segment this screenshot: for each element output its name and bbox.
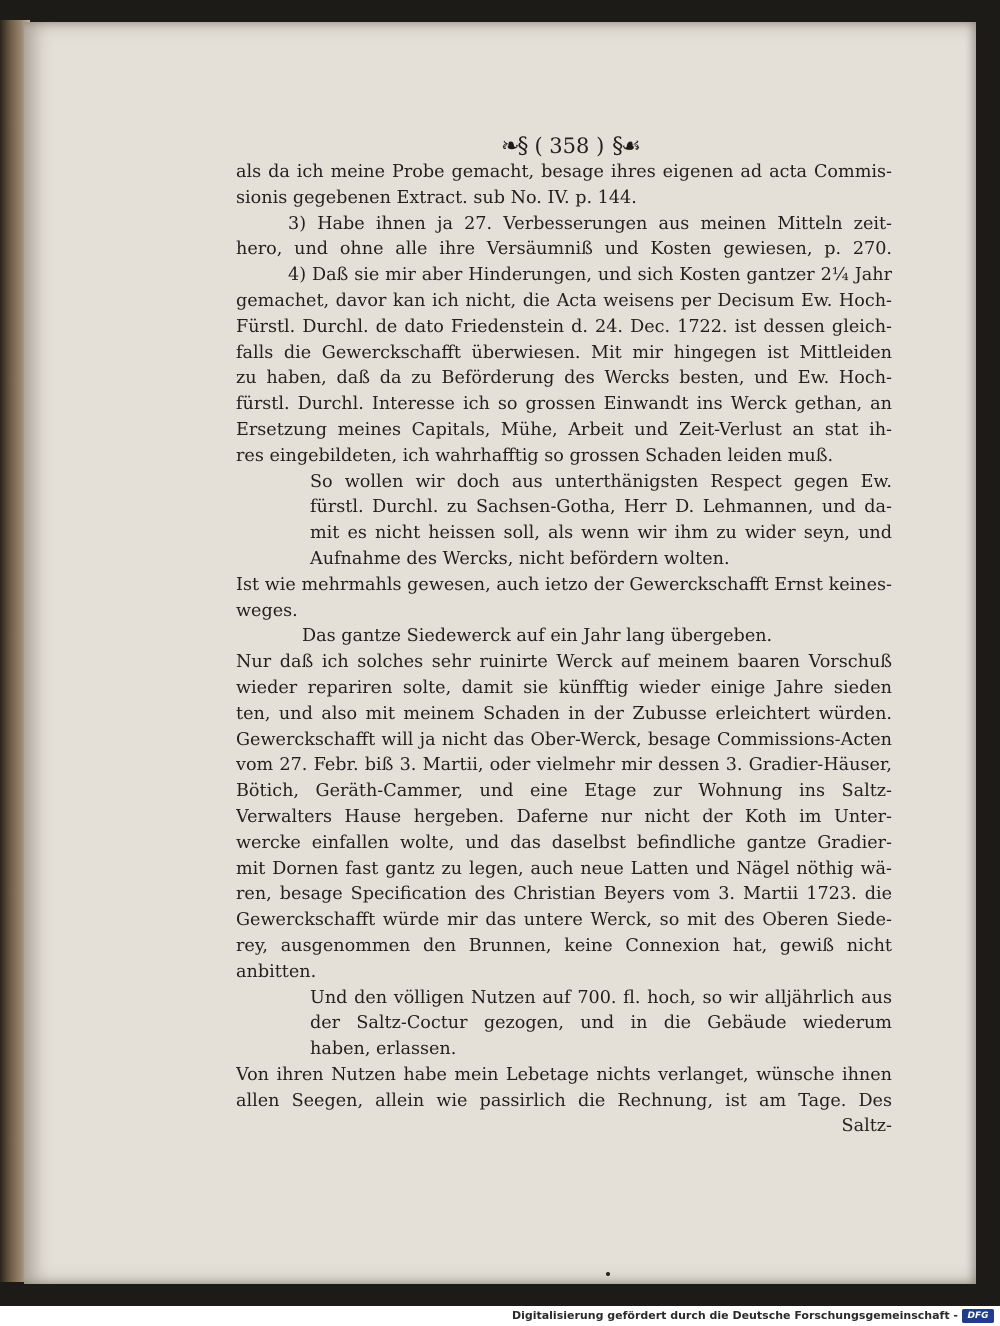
text-line: fürstl. Durchl. Interesse ich so grossen Einwandt ins Werck gethan, an (236, 394, 892, 415)
text-line: anbitten. (236, 961, 317, 982)
digitization-footer (0, 1306, 1000, 1326)
dfg-logo: DFG (962, 1309, 994, 1323)
page-body-text (236, 160, 892, 1140)
text-line: wieder repariren solte, damit sie künfftig wieder einige Jahre sieden (236, 677, 892, 698)
text-line: ren, besage Specification des Christian Beyers vom 3. Martii 1723. die (236, 884, 892, 905)
text-line: Das gantze Siedewerck auf ein Jahr lang übergeben. (302, 626, 773, 647)
text-line: So wollen wir doch aus unterthänigsten Respect gegen Ew. (310, 471, 892, 492)
signature-mark (606, 1272, 610, 1276)
text-line: Ist wie mehrmahls gewesen, auch ietzo der Gewerckschafft Ernst keines- (236, 574, 892, 595)
text-line: vom 27. Febr. biß 3. Martii, oder vielmehr mir dessen 3. Gradier-Häuser, (236, 755, 892, 776)
right-ornament-icon: §☙ (612, 133, 639, 159)
text-line: der Saltz-Coctur gezogen, und in die Gebäude wiederum (310, 1013, 892, 1034)
catchword: Saltz- (841, 1116, 892, 1137)
text-line: als da ich meine Probe gemacht, besage ihres eigenen ad acta Commis- (236, 162, 892, 182)
text-line: rey, ausgenommen den Brunnen, keine Connexion hat, gewiß nicht (236, 935, 892, 956)
text-line: Gewerckschafft würde mir das untere Werck, so mit des Oberen Siede- (236, 910, 892, 931)
text-line: fürstl. Durchl. zu Sachsen-Gotha, Herr D. Lehmannen, und da- (310, 497, 892, 518)
text-line: allen Seegen, allein wie passirlich die Rechnung, ist am Tage. Des (236, 1090, 892, 1111)
text-line: Verwalters Hause hergeben. Daferne nur nicht der Koth im Unter- (236, 806, 892, 827)
text-line: res eingebildeten, ich wahrhafftig so grossen Schaden leiden muß. (236, 445, 834, 466)
funding-note: Digitalisierung gefördert durch die Deutsche Forschungsgemeinschaft - (511, 1309, 958, 1322)
page-number: ( 358 ) (534, 134, 605, 158)
page-header (470, 132, 670, 160)
text-line: Aufnahme des Wercks, nicht befördern wolten. (310, 548, 730, 569)
text-line: Nur daß ich solches sehr ruinirte Werck auf meinem baaren Vorschuß (236, 652, 892, 673)
text-line: gemachet, davor kan ich nicht, die Acta weisens per Decisum Ew. Hoch- (236, 290, 892, 311)
text-line: Bötich, Geräth-Cammer, und eine Etage zur Wohnung ins Saltz- (236, 781, 892, 802)
text-line: weges. (236, 600, 298, 621)
text-line: mit es nicht heissen soll, als wenn wir ihm zu wider seyn, und (310, 523, 892, 544)
text-line: 4) Daß sie mir aber Hinderungen, und sich Kosten gantzer 2¼ Jahr (288, 265, 892, 286)
left-ornament-icon: ❧§ (501, 133, 527, 159)
text-line: Von ihren Nutzen habe mein Lebetage nichts verlanget, wünsche ihnen (236, 1064, 892, 1085)
text-line: sionis gegebenen Extract. sub No. IV. p. 144. (236, 187, 637, 208)
text-line: 3) Habe ihnen ja 27. Verbesserungen aus meinen Mitteln zeit- (288, 213, 892, 234)
text-line: ten, und also mit meinem Schaden in der Zubusse erleichtert würden. (236, 703, 892, 724)
text-line: Gewerckschafft will ja nicht das Ober-Werck, besage Commissions-Acten (236, 729, 892, 750)
text-line: mit Dornen fast gantz zu legen, auch neue Latten und Nägel nöthig wä- (236, 858, 892, 879)
text-line: haben, erlassen. (310, 1039, 457, 1060)
text-line: hero, und ohne alle ihre Versäumniß und Kosten gewiesen, p. 270. (236, 239, 892, 260)
text-line: wercke einfallen wolte, und das daselbst befindliche gantze Gradier- (236, 832, 892, 853)
text-line: zu haben, daß da zu Beförderung des Wercks besten, und Ew. Hoch- (236, 368, 892, 389)
text-line: Und den völligen Nutzen auf 700. fl. hoch, so wir alljährlich aus (310, 987, 892, 1008)
text-line: Fürstl. Durchl. de dato Friedenstein d. 24. Dec. 1722. ist dessen gleich- (236, 316, 892, 337)
text-line: falls die Gewerckschafft überwiesen. Mit mir hingegen ist Mittleiden (236, 342, 892, 363)
text-line: Ersetzung meines Capitals, Mühe, Arbeit und Zeit-Verlust an stat ih- (236, 419, 892, 440)
